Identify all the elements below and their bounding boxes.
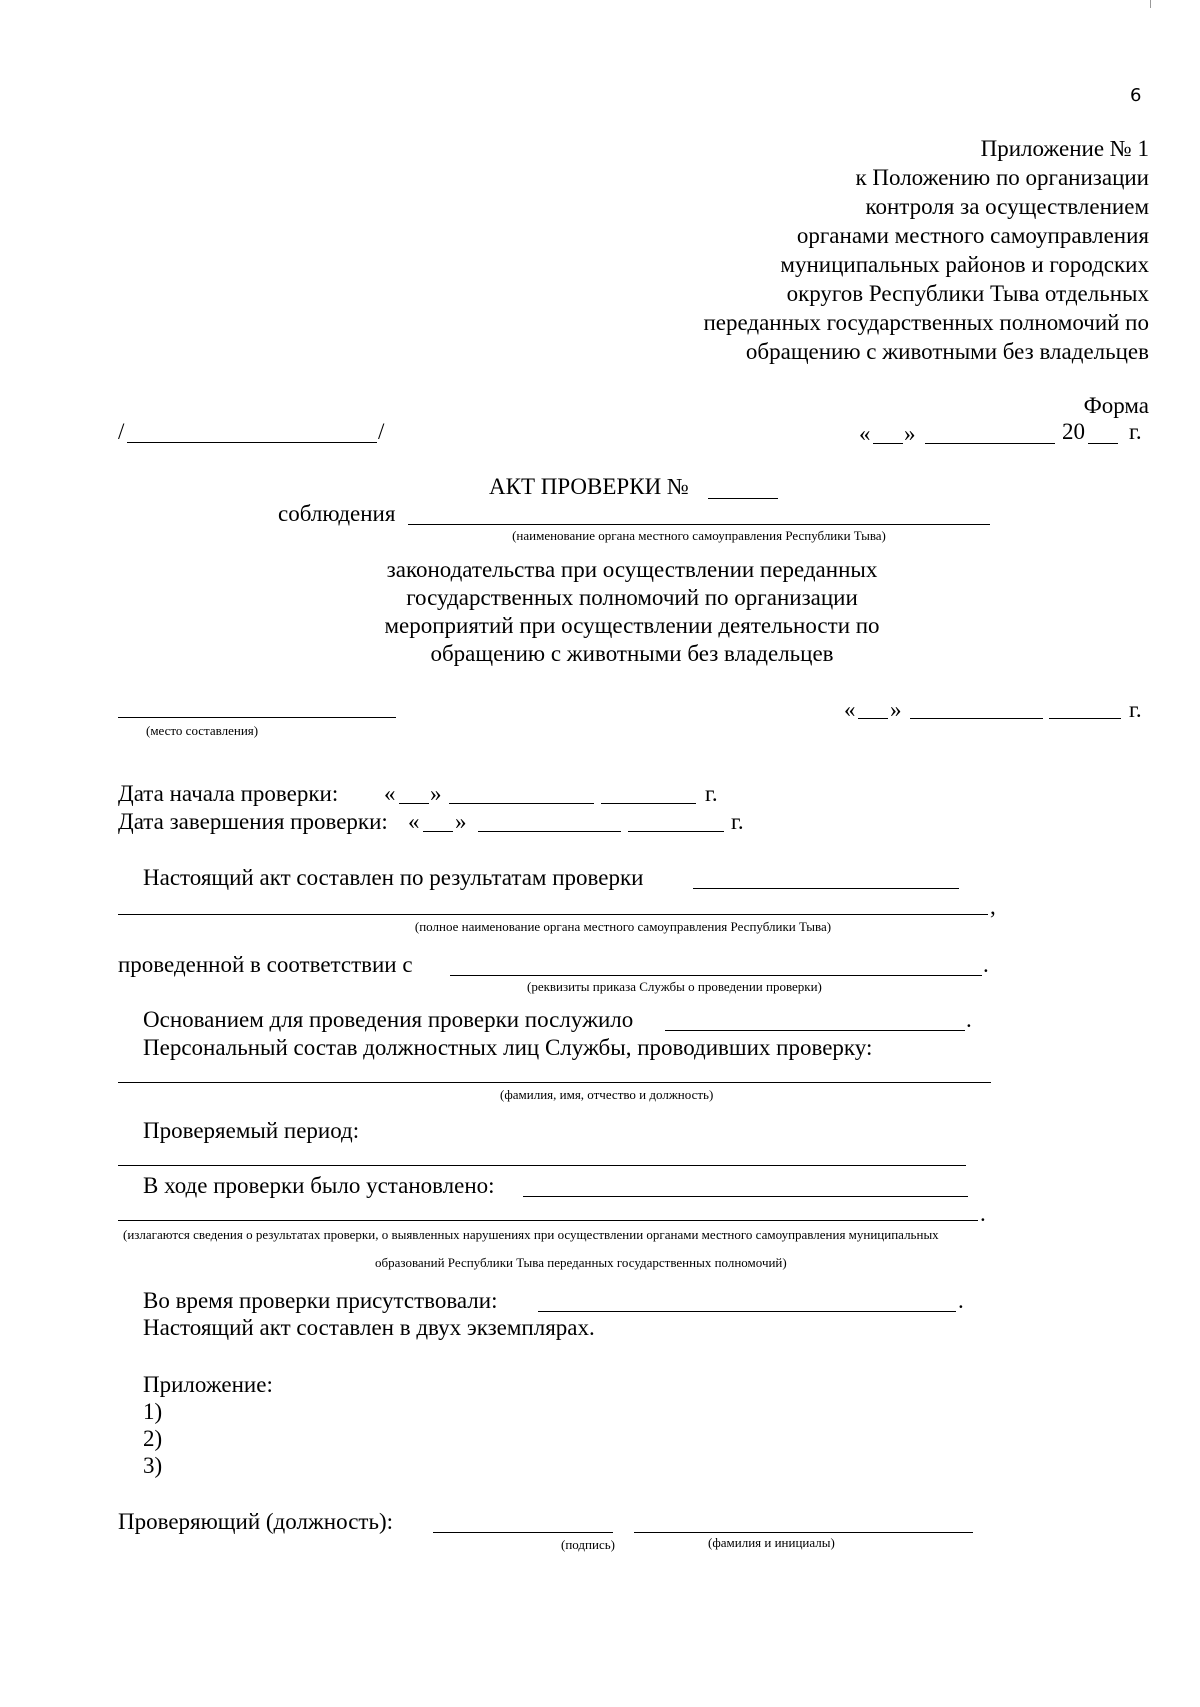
- appendix-line: переданных государственных полномочий по: [703, 310, 1149, 335]
- staff-blank-line: [118, 1082, 991, 1083]
- subject-line: законодательства при осуществлении переданных: [386, 557, 878, 582]
- period-mark: .: [966, 1007, 972, 1032]
- staff-hint: (фамилия, имя, отчество и должность): [500, 1087, 714, 1102]
- slash-left: /: [118, 419, 125, 444]
- inspector-label: Проверяющий (должность):: [118, 1509, 393, 1534]
- act-title: АКТ ПРОВЕРКИ №: [489, 474, 689, 499]
- year-suffix: г.: [1129, 419, 1142, 444]
- comma: ,: [990, 894, 996, 919]
- year-suffix: г.: [731, 809, 744, 834]
- form-label: Форма: [1083, 393, 1149, 418]
- findings-blank-line: [118, 1220, 978, 1221]
- start-day-line: [399, 803, 429, 804]
- staff-label: Персональный состав должностных лиц Службы, проводивших проверку:: [143, 1035, 873, 1060]
- attachment-item: 3): [143, 1453, 163, 1478]
- start-month-line: [449, 803, 594, 804]
- period-mark: .: [980, 1201, 986, 1226]
- day-blank-line: [873, 443, 903, 444]
- year-blank-line: [1088, 443, 1118, 444]
- appendix-line: Приложение № 1: [980, 136, 1149, 161]
- year-prefix: 20: [1062, 419, 1085, 444]
- results-label: Настоящий акт составлен по результатам проверки: [143, 865, 644, 890]
- month-blank-line: [910, 718, 1043, 719]
- subject-line: государственных полномочий по организации: [406, 585, 858, 610]
- start-date-label: Дата начала проверки:: [118, 781, 339, 806]
- signature-blank-line: [433, 1532, 613, 1533]
- present-label: Во время проверки присутствовали:: [143, 1288, 498, 1313]
- quote-close: »: [430, 781, 442, 806]
- compliance-blank-line: [408, 524, 990, 525]
- period-mark: .: [983, 952, 989, 977]
- appendix-line: органами местного самоуправления: [796, 223, 1149, 248]
- subject-line: обращению с животными без владельцев: [430, 641, 834, 666]
- appendix-line: обращению с животными без владельцев: [745, 339, 1149, 364]
- conducted-hint: (реквизиты приказа Службы о проведении проверки): [527, 979, 822, 994]
- present-blank-line: [538, 1311, 956, 1312]
- basis-blank-line: [665, 1030, 965, 1031]
- quote-close: »: [455, 809, 467, 834]
- year-suffix: г.: [1129, 697, 1142, 722]
- quote-close: »: [890, 697, 902, 722]
- appendix-line: к Положению по организации: [855, 165, 1149, 190]
- place-hint: (место составления): [146, 723, 259, 738]
- period-label: Проверяемый период:: [143, 1118, 360, 1143]
- results-hint: (полное наименование органа местного самоуправления Республики Тыва): [414, 919, 832, 934]
- appendix-line: контроля за осуществлением: [865, 194, 1149, 219]
- name-blank-line: [634, 1532, 973, 1533]
- end-day-line: [423, 831, 453, 832]
- period-blank-line: [118, 1165, 966, 1166]
- quote-close: »: [904, 421, 916, 446]
- compliance-hint: (наименование органа местного самоуправления Республики Тыва): [512, 528, 886, 543]
- day-blank-line: [858, 718, 888, 719]
- copies-text: Настоящий акт составлен в двух экземплярах.: [143, 1315, 595, 1340]
- established-blank-line: [523, 1196, 968, 1197]
- appendix-line: округов Республики Тыва отдельных: [786, 281, 1149, 306]
- quote-open: «: [384, 781, 396, 806]
- compliance-label: соблюдения: [278, 501, 396, 526]
- period-mark: .: [958, 1288, 964, 1313]
- year-blank-line: [1049, 718, 1121, 719]
- established-label: В ходе проверки было установлено:: [143, 1173, 495, 1198]
- slash-right: /: [378, 419, 385, 444]
- act-number-blank-line: [708, 498, 778, 499]
- quote-open: «: [859, 421, 871, 446]
- month-blank-line: [925, 443, 1055, 444]
- basis-label: Основанием для проведения проверки послужило: [143, 1007, 634, 1032]
- place-blank-line: [118, 717, 396, 718]
- findings-hint-2: образований Республики Тыва переданных государственных полномочий): [375, 1255, 787, 1270]
- year-suffix: г.: [705, 781, 718, 806]
- findings-hint-1: (излагаются сведения о результатах проверки, о выявленных нарушениях при осуществлении органами местного самоуправления муниципальных: [123, 1227, 939, 1242]
- conducted-blank-line: [450, 975, 982, 976]
- number-blank-line: [127, 442, 377, 443]
- results-org-line: [118, 914, 988, 915]
- page-edge-mark: [1150, 0, 1151, 8]
- start-year-line: [601, 803, 696, 804]
- quote-open: «: [844, 697, 856, 722]
- end-year-line: [628, 831, 724, 832]
- results-blank-line: [693, 888, 959, 889]
- attachment-item: 2): [143, 1426, 163, 1451]
- attachment-label: Приложение:: [143, 1372, 273, 1397]
- subject-line: мероприятий при осуществлении деятельности по: [384, 613, 880, 638]
- quote-open: «: [408, 809, 420, 834]
- conducted-label: проведенной в соответствии с: [118, 952, 413, 977]
- appendix-line: муниципальных районов и городских: [780, 252, 1149, 277]
- end-month-line: [478, 831, 621, 832]
- end-date-label: Дата завершения проверки:: [118, 809, 388, 834]
- page-number: 6: [1130, 85, 1142, 106]
- name-hint: (фамилия и инициалы): [708, 1535, 835, 1550]
- attachment-item: 1): [143, 1399, 163, 1424]
- signature-hint: (подпись): [561, 1537, 615, 1552]
